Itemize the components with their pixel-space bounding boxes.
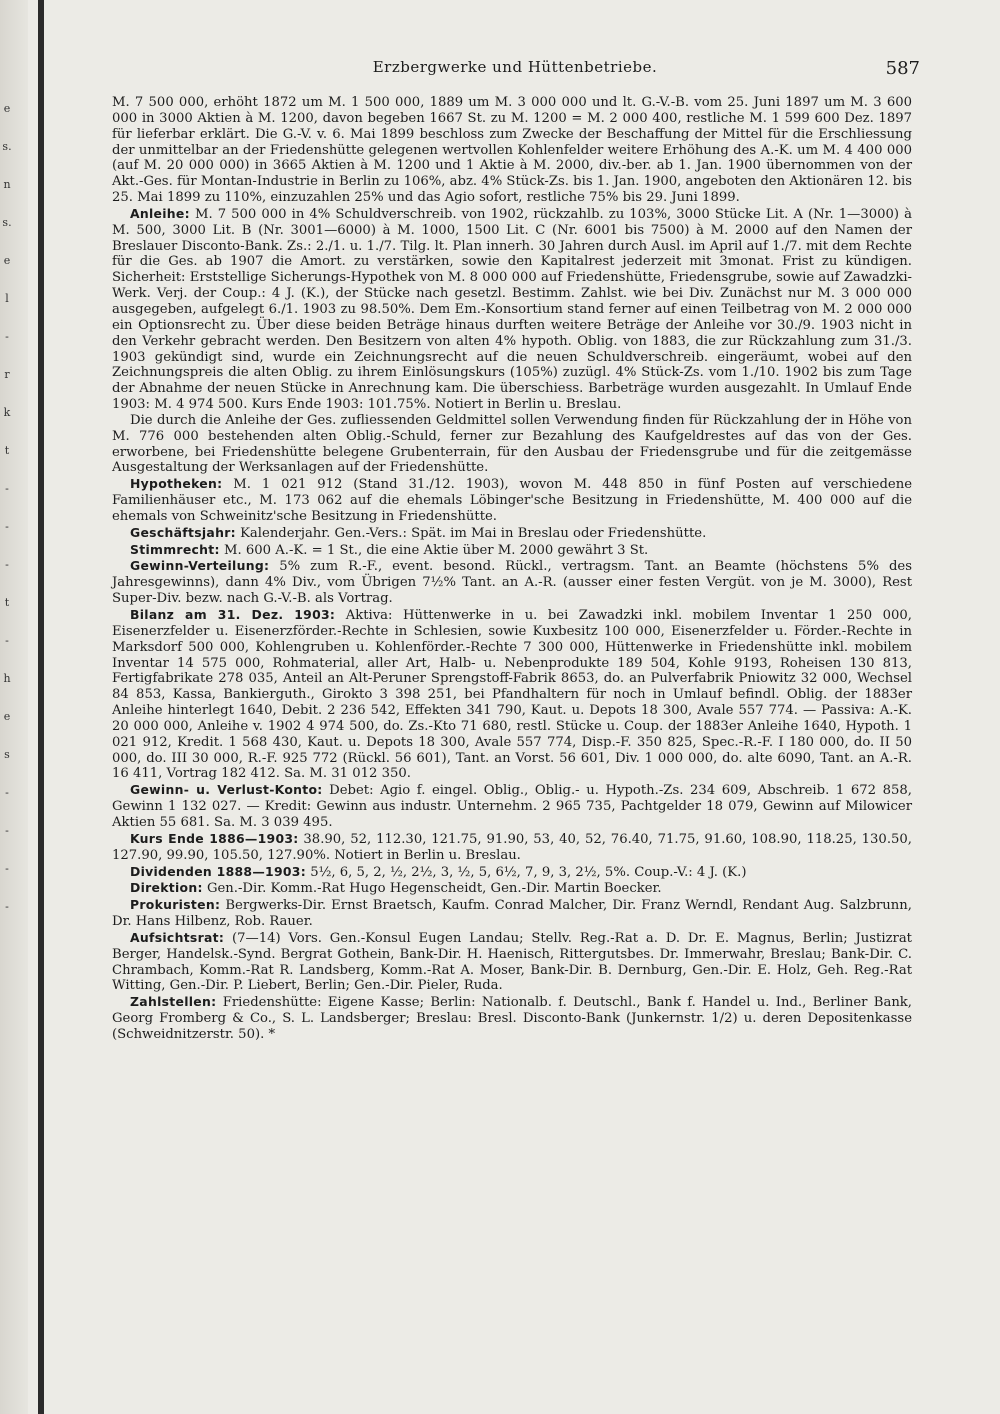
section-paragraph xyxy=(112,607,912,782)
section-heading: Anleihe: xyxy=(130,205,190,221)
gutter-letter: h xyxy=(3,672,11,685)
section-paragraph xyxy=(112,880,912,897)
section-paragraph xyxy=(112,930,912,994)
section-heading: Gewinn- u. Verlust-Konto: xyxy=(130,782,323,798)
gutter-letter: r xyxy=(4,368,10,381)
gutter-letter: e xyxy=(3,254,11,267)
section-heading: Zahlstellen: xyxy=(130,994,217,1010)
section-heading: Prokuristen: xyxy=(130,897,221,913)
page-fold-shadow xyxy=(38,0,44,1414)
gutter-letter: l xyxy=(5,292,9,305)
page-header xyxy=(110,58,920,84)
section-text: M. 7 500 000, erhöht 1872 um M. 1 500 000, 1889 um M. 3 000 000 und lt. G.-V.-B. vom 25. Juni 1897 um M. 3 600 000 in 3000 Aktien à M. 1200, davon begeben 1667 St. zu M. 1200 = M. 2 000 400, restliche M. 1 599 600 Dez. 1897 für lieferbar erklärt. Die G.-V. v. 6. Mai 1899 beschloss zum Zwecke der Beschaffung der Mittel für die Erschliessung der unmittelbar an der Friedenshütte gelegenen wertvollen Kohlenfelder weitere Erhöhung des A.-K. um M. 4 400 000 (auf M. 20 000 000) in 3665 Aktien à M. 1200 und 1 Aktie à M. 2000, div.-ber. ab 1. Jan. 1900 übernommen von der Akt.-Ges. für Montan-Industrie in Berlin zu 106%, abz. 4% Stück-Zs. bis 1. Jan. 1900, angeboten den Aktionären 12. bis 25. Mai 1899 zu 110%, einzuzahlen 25% und das Agio sofort, restliche 75% bis 29. Juni 1899. xyxy=(112,95,912,206)
section-text: Aktiva: Hüttenwerke in u. bei Zawadzki inkl. mobilem Inventar 1 250 000, Eisenerzfelder u. Eisenerzförder.-Rechte in Schlesien, sowie Kuxbesitz 100 000, Eisenerzfelder u. Förder.-Rechte in Marksdorf 500 000, Kohlengruben u. Kohlenförder.-Rechte 7 300 000, Hüttenwerke in Friedenshütte inkl. mobilem Inventar 14 575 000, Rohmaterial, aller Art, Halb- u. Nebenprodukte 189 504, Kohle 9193, Roheisen 130 813, Fertigfabrikate 278 035, Anteil an Alt-Peruner Sprengstoff-Fabrik 8653, do. an Pulverfabrik Pniowitz 32 000, Wechsel 84 853, Kassa, Bankierguth., Girokto 3 398 251, bei Pfandhaltern für noch in Umlauf befindl. Oblig. der 1883er Anleihe hinterlegt 1640, Debit. 2 236 542, Effekten 341 790, Kaut. u. Depots 18 300, Avale 557 774. — Passiva: A.-K. 20 000 000, Anleihe v. 1902 4 974 500, do. Zs.-Kto 71 680, restl. Stücke u. Coup. der 1883er Anleihe 1640, Hypoth. 1 021 912, Kredit. 1 568 430, Kaut. u. Depots 18 300, Avale 557 774, Disp.-F. 350 825, Spec.-R.-F. I 180 000, do. II 50 000, do. III 30 000, R.-F. 925 772 (Rückl. 56 601), Tant. an Vorst. 56 601, Div. 1 000 000, do. alte 6090, Tant. an A.-R. 16 411, Vortrag 182 412. Sa. M. 31 012 350. xyxy=(112,608,912,782)
gutter-letter: - xyxy=(5,862,9,875)
section-heading: Aufsichtsrat: xyxy=(130,929,225,945)
gutter-letter: k xyxy=(3,406,11,419)
section-heading: Geschäftsjahr: xyxy=(130,524,236,540)
section-text: Bergwerks-Dir. Ernst Braetsch, Kaufm. Conrad Malcher, Dir. Franz Werndl, Rendant Aug. Salzbrunn, Dr. Hans Hilbenz, Rob. Rauer. xyxy=(112,898,912,930)
gutter-letter: - xyxy=(5,520,9,533)
section-paragraph xyxy=(112,864,912,881)
section-text: Die durch die Anleihe der Ges. zufliessenden Geldmittel sollen Verwendung finden für Rückzahlung der in Höhe von M. 776 000 bestehenden alten Oblig.-Schuld, ferner zur Bezahlung des Kaufgeldrestes auf das von der Ges. erworbene, bei Friedenshütte belegene Grubenterrain, für den Ausbau der Friedensgrube und für die zeitgemässe Ausgestaltung der Werksanlagen auf der Friedenshütte. xyxy=(112,412,912,476)
section-paragraph xyxy=(112,831,912,864)
section-text: Debet: Agio f. eingel. Oblig., Oblig.- u. Hypoth.-Zs. 234 609, Abschreib. 1 672 858, Gewinn 1 132 027. — Kredit: Gewinn aus industr. Unternehm. 2 965 735, Pachtgelder 18 079, Gewinn auf Milowicer Aktien 55 681. Sa. M. 3 039 495. xyxy=(112,783,912,830)
section-paragraph xyxy=(112,525,912,542)
gutter-letter: t xyxy=(4,444,10,457)
section-paragraph xyxy=(112,897,912,930)
section-paragraph xyxy=(112,206,912,413)
section-paragraph xyxy=(112,95,912,206)
gutter-letter: - xyxy=(5,634,9,647)
gutter-letter: - xyxy=(5,330,9,343)
section-text: 5% zum R.-F., event. besond. Rückl., vertragsm. Tant. an Beamte (höchstens 5% des Jahresgewinns), dann 4% Div., vom Übrigen 7½% Tant. an A.-R. (ausser einer festen Vergüt. von je M. 3000), Rest Super-Div. bezw. nach G.-V.-B. als Vortrag. xyxy=(112,559,912,607)
page-body xyxy=(112,95,912,1043)
gutter-letter: n xyxy=(3,178,11,191)
gutter-letter: s xyxy=(4,748,10,761)
section-text: (7—14) Vors. Gen.-Konsul Eugen Landau; Stellv. Reg.-Rat a. D. Dr. E. Magnus, Berlin; Justizrat Berger, Handelsk.-Synd. Bergrat Gothein, Bank-Dir. H. Haenisch, Rittergutsbes. Dr. Immerwahr, Breslau; Bank-Dir. C. Chrambach, Komm.-Rat R. Landsberg, Komm.-Rat A. Moser, Bank-Dir. B. Dernburg, Gen.-Dir. E. Holz, Geh. Reg.-Rat Witting, Gen.-Dir. P. Liebert, Berlin; Gen.-Dir. Pieler, Ruda. xyxy=(112,930,912,994)
section-text: M. 1 021 912 (Stand 31./12. 1903), wovon M. 448 850 in fünf Posten auf verschiedene Familienhäuser etc., M. 173 062 auf die ehemals Löbinger'sche Besitzung in Friedenshütte, M. 400 000 auf die ehemals von Schweinitz'sche Besitzung in Friedenshütte. xyxy=(112,477,912,524)
section-paragraph xyxy=(112,558,912,607)
section-text: M. 7 500 000 in 4% Schuldverschreib. von 1902, rückzahlb. zu 103%, 3000 Stücke Lit. A (Nr. 1—3000) à M. 500, 3000 Lit. B (Nr. 3001—6000) à M. 1000, 1500 Lit. C (Nr. 6001 bis 7500) à M. 2000 auf den Namen der Breslauer Disconto-Bank. Zs.: 2./1. u. 1./7. Tilg. lt. Plan innerh. 30 Jahren durch Ausl. im April auf 1./7. mit dem Rechte für die Ges. ab 1907 die Amort. zu verstärken, sowie den Kapitalrest jederzeit mit 3monat. Frist zu kündigen. Sicherheit: Erststellige Sicherungs-Hypothek von M. 8 000 000 auf Friedenshütte, Friedensgrube, sowie auf Zawadzki-Werk. Verj. der Coup.: 4 J. (K.), der Stücke nach gesetzl. Bestimm. Zahlst. wie bei Div. Zunächst nur M. 3 000 000 ausgegeben, aufgelegt 6./1. 1903 zu 98.50%. Dem Em.-Konsortium stand ferner auf einen Teilbetrag von M. 2 000 000 ein Optionsrecht zu. Über diese beiden Beträge hinaus durften weitere Beträge der Anleihe vor 30./9. 1903 nicht in den Verkehr gebracht werden. Den Besitzern von alten 4% hypoth. Oblig. von 1883, die zur Rückzahlung zum 31./3. 1903 gekündigt sind, wurde ein Zeichnungsrecht auf die neuen Schuldverschreib. eingeräumt, wobei auf den Zeichnungspreis die alten Oblig. zu ihrem Einlösungskurs (105%) zuzügl. 4% Stück-Zs. vom 1./10. 1902 bis zum Tage der Abnahme der neuen Stücke in Anrechnung kam. Die überschiess. Barbeträge wurden ausgezahlt. In Umlauf Ende 1903: M. 4 974 500. Kurs Ende 1903: 101.75%. Notiert in Berlin u. Breslau. xyxy=(112,206,912,413)
section-text: 38.90, 52, 112.30, 121.75, 91.90, 53, 40, 52, 76.40, 71.75, 91.60, 108.90, 118.25, 130.50, 127.90, 99.90, 105.50, 127.90%. Notiert in Berlin u. Breslau. xyxy=(112,831,912,863)
gutter-letter: - xyxy=(5,900,9,913)
gutter-letter: - xyxy=(5,482,9,495)
section-heading: Gewinn-Verteilung: xyxy=(130,558,270,574)
gutter-letter: e xyxy=(3,102,11,115)
section-heading: Stimmrecht: xyxy=(130,541,220,557)
section-paragraph xyxy=(112,476,912,525)
section-text: Gen.-Dir. Komm.-Rat Hugo Hegenscheidt, Gen.-Dir. Martin Boecker. xyxy=(206,881,662,897)
section-heading: Direktion: xyxy=(130,880,203,896)
running-title: Erzbergwerke und Hüttenbetriebe. xyxy=(372,58,658,76)
gutter-letter: s. xyxy=(2,140,12,153)
section-text: 5½, 6, 5, 2, ½, 2½, 3, ½, 5, 6½, 7, 9, 3, 2½, 5%. Coup.-V.: 4 J. (K.) xyxy=(310,864,747,880)
section-paragraph xyxy=(112,782,912,831)
section-text: M. 600 A.-K. = 1 St., die eine Aktie über M. 2000 gewährt 3 St. xyxy=(223,542,649,558)
gutter-letter: t xyxy=(4,596,10,609)
section-paragraph xyxy=(112,413,912,476)
gutter-letter: - xyxy=(5,786,9,799)
section-paragraph xyxy=(112,994,912,1043)
section-heading: Bilanz am 31. Dez. 1903: xyxy=(130,607,336,622)
section-heading: Dividenden 1888—1903: xyxy=(130,863,306,879)
section-paragraph xyxy=(112,542,912,559)
previous-page-gutter-letters xyxy=(0,90,14,926)
gutter-letter: - xyxy=(5,558,9,571)
section-text: Friedenshütte: Eigene Kasse; Berlin: Nationalb. f. Deutschl., Bank f. Handel u. Ind., Berliner Bank, Georg Fromberg & Co., S. L. Landsberger; Breslau: Bresl. Disconto-Bank (Junkernstr. 1/2) u. deren Depositenkasse (Schweidnitzerstr. 50). * xyxy=(112,995,912,1042)
gutter-letter: - xyxy=(5,824,9,837)
section-heading: Hypotheken: xyxy=(130,476,223,492)
page-number: 587 xyxy=(885,58,920,79)
section-heading: Kurs Ende 1886—1903: xyxy=(130,830,299,846)
gutter-letter: e xyxy=(3,710,11,723)
section-text: Kalenderjahr. Gen.-Vers.: Spät. im Mai in Breslau oder Friedenshütte. xyxy=(240,525,707,541)
gutter-letter: s. xyxy=(2,216,12,229)
